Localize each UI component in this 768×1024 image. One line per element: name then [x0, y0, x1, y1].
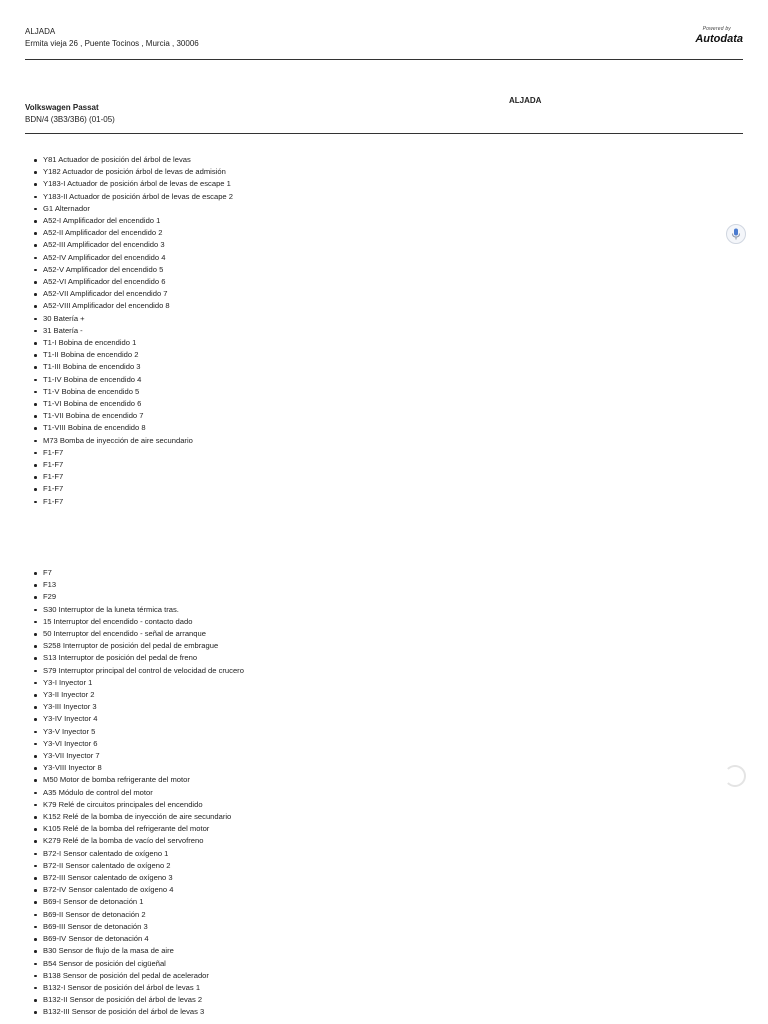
- list-item: K152 Relé de la bomba de inyección de aire secundario: [25, 811, 244, 823]
- list-item: B72-II Sensor calentado de oxígeno 2: [25, 860, 244, 872]
- list-item: B132-III Sensor de posición del árbol de levas 3: [25, 1006, 244, 1018]
- list-item: S79 Interruptor principal del control de velocidad de crucero: [25, 665, 244, 677]
- list-item: T1-VIII Bobina de encendido 8: [25, 422, 233, 434]
- list-item: B69-IV Sensor de detonación 4: [25, 933, 244, 945]
- list-item: 31 Batería -: [25, 325, 233, 337]
- list-item: F29: [25, 591, 244, 603]
- page-header: [25, 26, 743, 60]
- list-item: B72-I Sensor calentado de oxígeno 1: [25, 848, 244, 860]
- list-item: Y3-V Inyector 5: [25, 726, 244, 738]
- list-item: Y81 Actuador de posición del árbol de levas: [25, 154, 233, 166]
- list-item: M73 Bomba de inyección de aire secundario: [25, 435, 233, 447]
- list-item: A52-VI Amplificador del encendido 6: [25, 276, 233, 288]
- list-item: B69-I Sensor de detonación 1: [25, 896, 244, 908]
- list-item: Y182 Actuador de posición árbol de levas de admisión: [25, 166, 233, 178]
- list-item: B72-IV Sensor calentado de oxígeno 4: [25, 884, 244, 896]
- list-item: S13 Interruptor de posición del pedal de freno: [25, 652, 244, 664]
- list-item: A52-I Amplificador del encendido 1: [25, 215, 233, 227]
- list-item: Y183-I Actuador de posición árbol de levas de escape 1: [25, 178, 233, 190]
- list-item: S258 Interruptor de posición del pedal de embrague: [25, 640, 244, 652]
- list-item: Y3-VI Inyector 6: [25, 738, 244, 750]
- list-item: B132-I Sensor de posición del árbol de levas 1: [25, 982, 244, 994]
- list-item: B132-II Sensor de posición del árbol de levas 2: [25, 994, 244, 1006]
- list-item: T1-V Bobina de encendido 5: [25, 386, 233, 398]
- autodata-logo: [673, 26, 743, 45]
- list-item: T1-III Bobina de encendido 3: [25, 361, 233, 373]
- list-item: F1-F7: [25, 447, 233, 459]
- list-item: K105 Relé de la bomba del refrigerante del motor: [25, 823, 244, 835]
- list-item: A52-VIII Amplificador del encendido 8: [25, 300, 233, 312]
- list-item: B54 Sensor de posición del cigüeñal: [25, 958, 244, 970]
- list-item: Y3-III Inyector 3: [25, 701, 244, 713]
- list-item: T1-VII Bobina de encendido 7: [25, 410, 233, 422]
- list-item: Y3-II Inyector 2: [25, 689, 244, 701]
- list-item: S30 Interruptor de la luneta térmica tras.: [25, 604, 244, 616]
- list-item: Y3-I Inyector 1: [25, 677, 244, 689]
- list-item: M50 Motor de bomba refrigerante del motor: [25, 774, 244, 786]
- list-item: T1-IV Bobina de encendido 4: [25, 374, 233, 386]
- brand-name: Autodata: [695, 33, 743, 45]
- list-item: 30 Batería +: [25, 313, 233, 325]
- list-item: K79 Relé de circuitos principales del encendido: [25, 799, 244, 811]
- list-item: B138 Sensor de posición del pedal de acelerador: [25, 970, 244, 982]
- microphone-icon[interactable]: [726, 224, 746, 244]
- list-item: A52-V Amplificador del encendido 5: [25, 264, 233, 276]
- list-item: F7: [25, 567, 244, 579]
- list-item: 15 Interruptor del encendido - contacto dado: [25, 616, 244, 628]
- garage-name: ALJADA: [509, 96, 542, 105]
- list-item: Y3-VII Inyector 7: [25, 750, 244, 762]
- list-item: A52-VII Amplificador del encendido 7: [25, 288, 233, 300]
- vehicle-info: [25, 96, 743, 134]
- list-item: B72-III Sensor calentado de oxígeno 3: [25, 872, 244, 884]
- component-list-1: [25, 154, 233, 508]
- list-item: F1-F7: [25, 471, 233, 483]
- list-item: A52-III Amplificador del encendido 3: [25, 239, 233, 251]
- list-item: A52-IV Amplificador del encendido 4: [25, 252, 233, 264]
- list-item: T1-II Bobina de encendido 2: [25, 349, 233, 361]
- vehicle-engine-code: BDN/4 (3B3/3B6) (01-05): [25, 115, 115, 124]
- list-item: Y3-VIII Inyector 8: [25, 762, 244, 774]
- list-item: 50 Interruptor del encendido - señal de arranque: [25, 628, 244, 640]
- list-item: Y183-II Actuador de posición árbol de levas de escape 2: [25, 191, 233, 203]
- list-item: B69-II Sensor de detonación 2: [25, 909, 244, 921]
- loading-spinner-icon: [724, 765, 746, 787]
- list-item: F1-F7: [25, 459, 233, 471]
- list-item: K279 Relé de la bomba de vacío del servofreno: [25, 835, 244, 847]
- vehicle-make-model: Volkswagen Passat: [25, 103, 99, 112]
- list-item: Y3-IV Inyector 4: [25, 713, 244, 725]
- list-item: G1 Alternador: [25, 203, 233, 215]
- list-item: F13: [25, 579, 244, 591]
- list-item: A35 Módulo de control del motor: [25, 787, 244, 799]
- list-item: B30 Sensor de flujo de la masa de aire: [25, 945, 244, 957]
- list-item: A52-II Amplificador del encendido 2: [25, 227, 233, 239]
- company-name: ALJADA: [25, 27, 56, 36]
- list-item: B69-III Sensor de detonación 3: [25, 921, 244, 933]
- list-item: F1-F7: [25, 483, 233, 495]
- list-item: T1-VI Bobina de encendido 6: [25, 398, 233, 410]
- powered-by-label: Powered by: [702, 26, 731, 32]
- list-item: F1-F7: [25, 496, 233, 508]
- list-item: T1-I Bobina de encendido 1: [25, 337, 233, 349]
- component-list-2: [25, 567, 244, 1019]
- company-address: Ermita vieja 26 , Puente Tocinos , Murcia , 30006: [25, 39, 199, 48]
